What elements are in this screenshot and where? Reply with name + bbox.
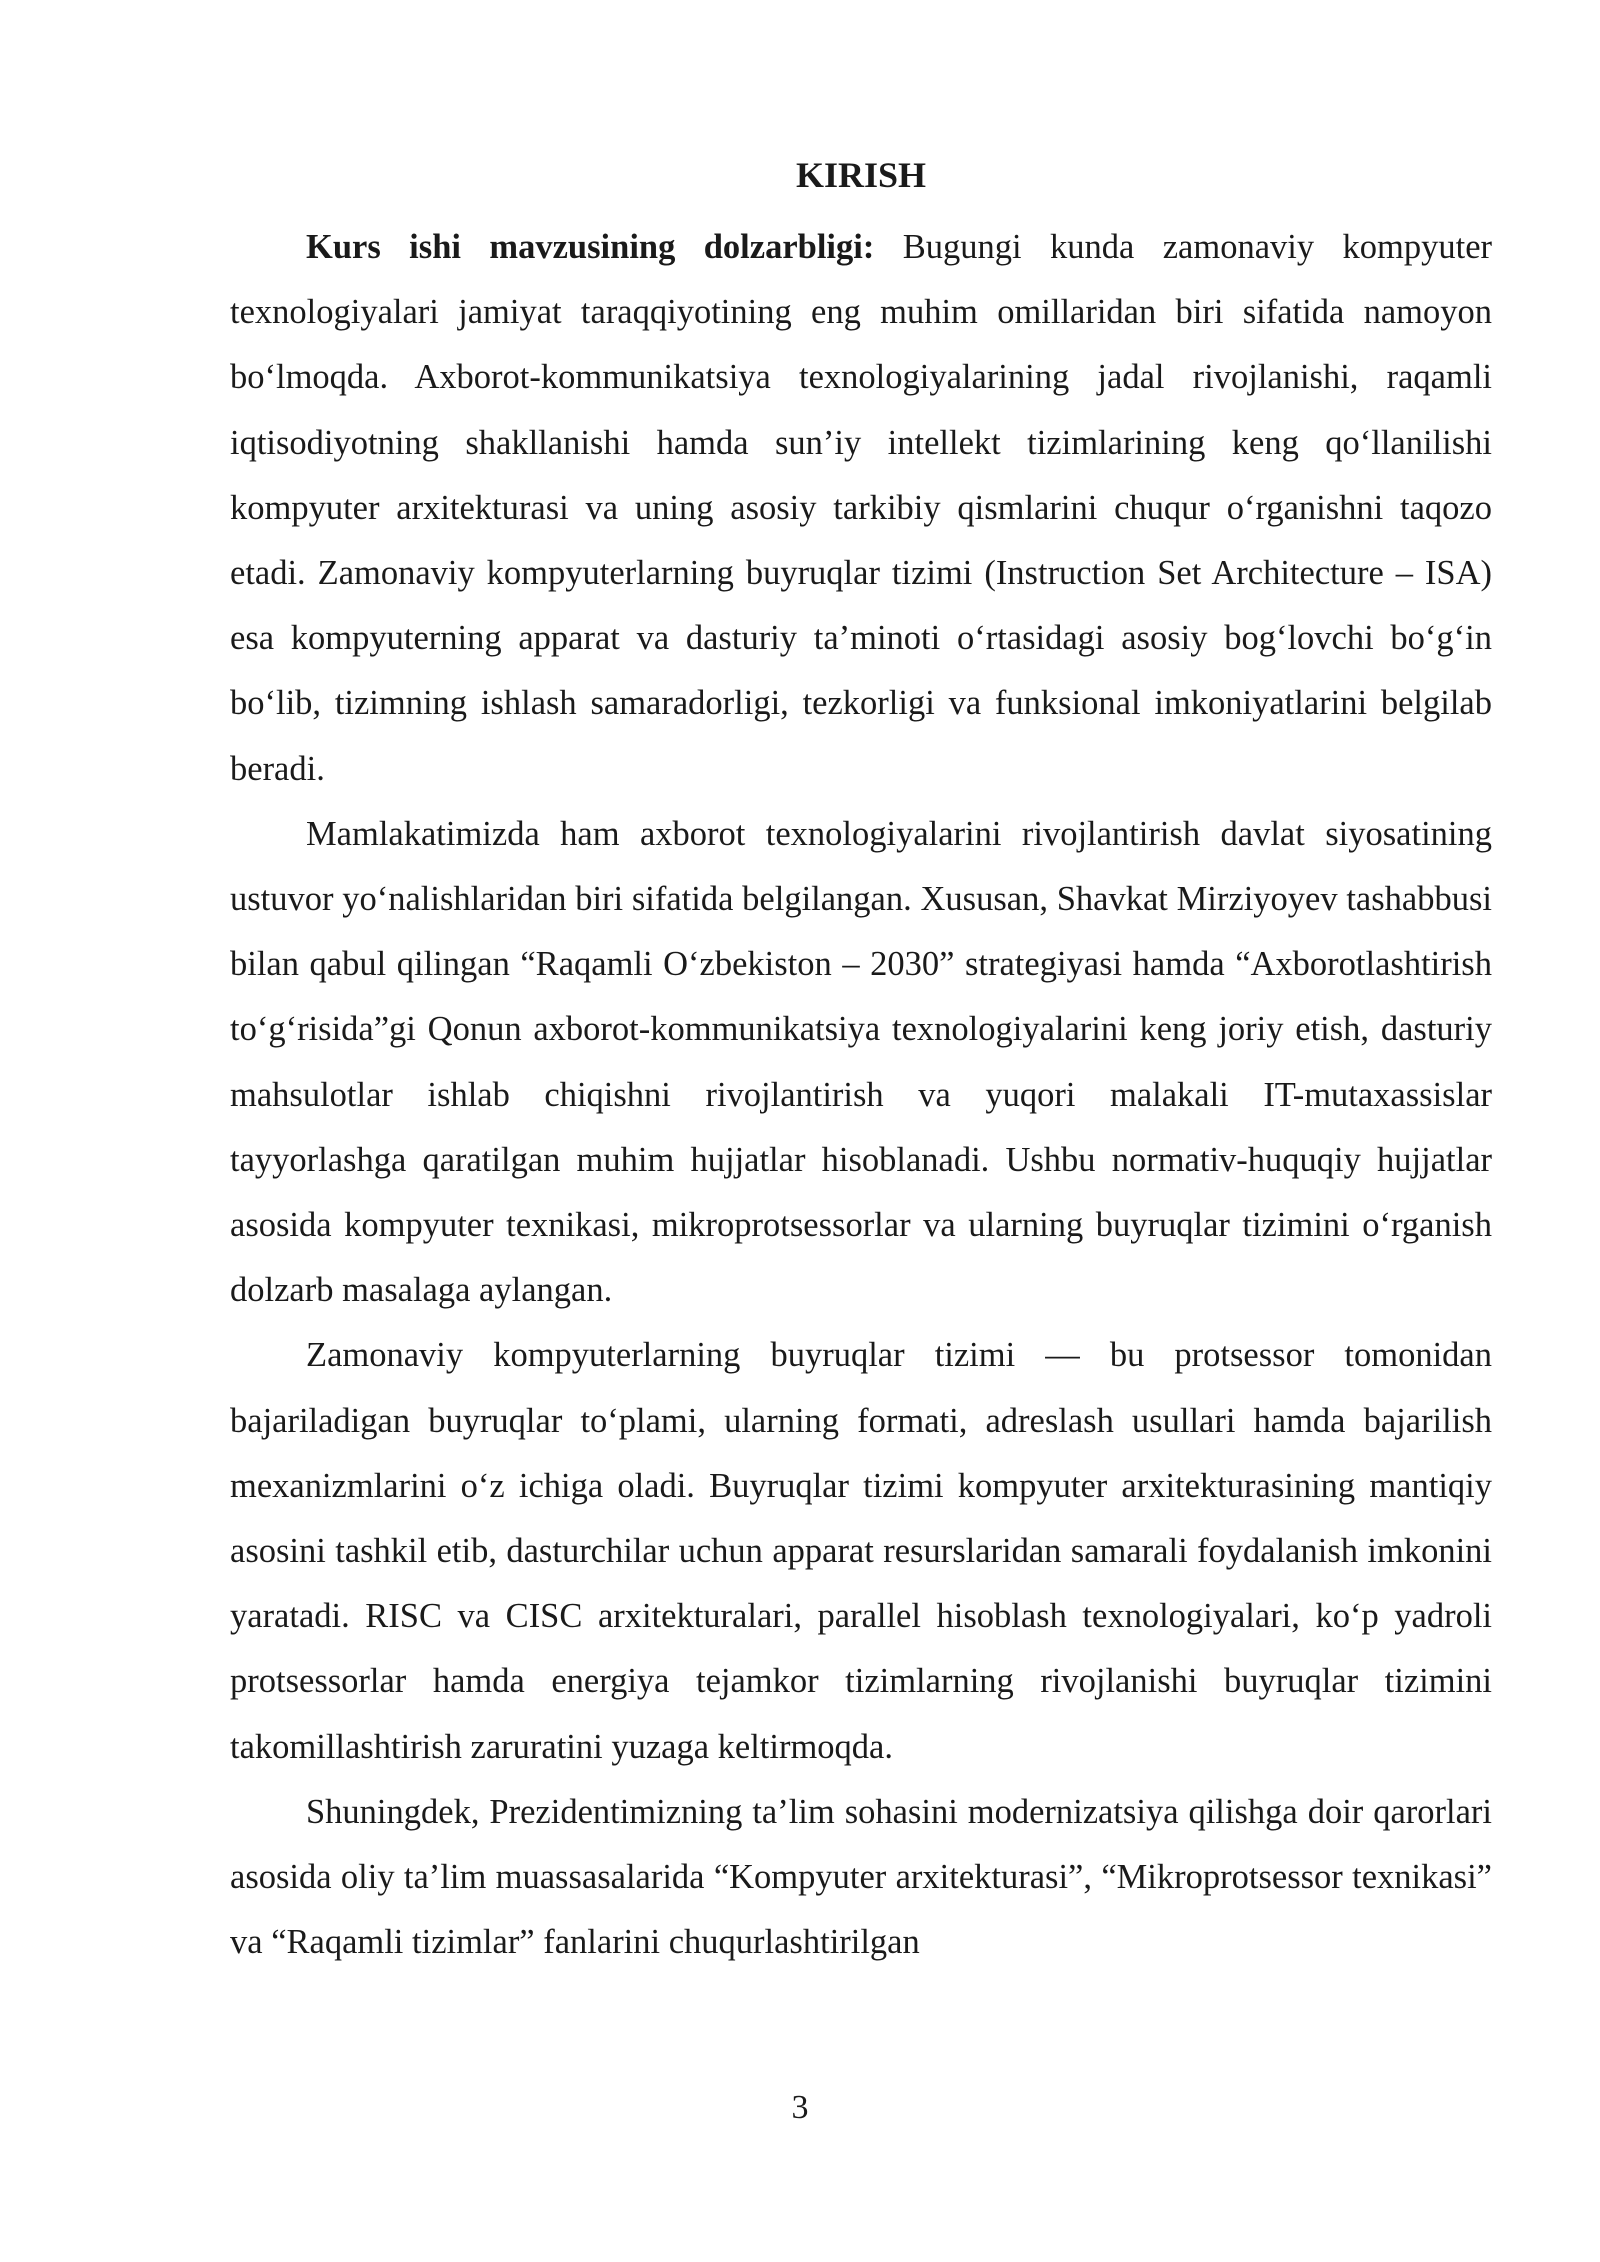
page-content [230,150,1492,1975]
paragraph-education [230,1780,1492,1976]
paragraph-text: Shuningdek, Prezidentimizning ta’lim sohasini modernizatsiya qilishga doir qarorlari asosida oliy ta’lim muassasalarida “Kompyuter arxitekturasi”, “Mikroprotsessor texnikasi” va “Raqamli tizimlar” fanlarini chuqurlashtirilgan [230,1792,1492,1962]
page-number: 3 [791,2089,809,2126]
section-heading: KIRISH [795,155,927,195]
paragraph-state-policy [230,802,1492,1324]
paragraph-text: Bugungi kunda zamonaviy kompyuter texnologiyalari jamiyat taraqqiyotining eng muhim omillaridan biri sifatida namoyon bo‘lmoqda. Axborot-kommunikatsiya texnologiyalarining jadal rivojlanishi, raqamli iqtisodiyotning shakllanishi hamda sun’iy intellekt tizimlarining keng qo‘llanilishi kompyuter arxitekturasi va uning asosiy tarkibiy qismlarini chuqur o‘rganishni taqozo etadi. Zamonaviy kompyuterlarning buyruqlar tizimi (Instruction Set Architecture – ISA) esa kompyuterning apparat va dasturiy ta’minoti o‘rtasidagi asosiy bog‘lovchi bo‘g‘in bo‘lib, tizimning ishlash samaradorligi, tezkorligi va funksional imkoniyatlarini belgilab beradi. [230,228,1492,788]
paragraph-lead: Kurs ishi mavzusining dolzarbligi: [306,228,875,266]
paragraph-instruction-set [230,1323,1492,1779]
paragraph-text: Mamlakatimizda ham axborot texnologiyalarini rivojlantirish davlat siyosatining ustuvor yo‘nalishlaridan biri sifatida belgilangan. Xususan, Shavkat Mirziyoyev tashabbusi bilan qabul qilingan “Raqamli O‘zbekiston – 2030” strategiyasi hamda “Axborotlashtirish to‘g‘risida”gi Qonun axborot-kommunikatsiya texnologiyalarini keng joriy etish, dasturiy mahsulotlar ishlab chiqishni rivojlantirish va yuqori malakali IT-mutaxassislar tayyorlashga qaratilgan muhim hujjatlar hisoblanadi. Ushbu normativ-huquqiy hujjatlar asosida kompyuter texnikasi, mikroprotsessorlar va ularning buyruqlar tizimini o‘rganish dolzarb masalaga aylangan. [230,814,1492,1310]
paragraph-text: Zamonaviy kompyuterlarning buyruqlar tizimi — bu protsessor tomonidan bajariladigan buyruqlar to‘plami, ularning formati, adreslash usullari hamda bajarilish mexanizmlarini o‘z ichiga oladi. Buyruqlar tizimi kompyuter arxitekturasining mantiqiy asosini tashkil etib, dasturchilar uchun apparat resurslaridan samarali foydalanish imkonini yaratadi. RISC va CISC arxitekturalari, parallel hisoblash texnologiyalari, ko‘p yadroli protsessorlar hamda energiya tejamkor tizimlarning rivojlanishi buyruqlar tizimini takomillashtirish zaruratini yuzaga keltirmoqda. [230,1336,1492,1766]
paragraph-relevance [230,215,1492,802]
